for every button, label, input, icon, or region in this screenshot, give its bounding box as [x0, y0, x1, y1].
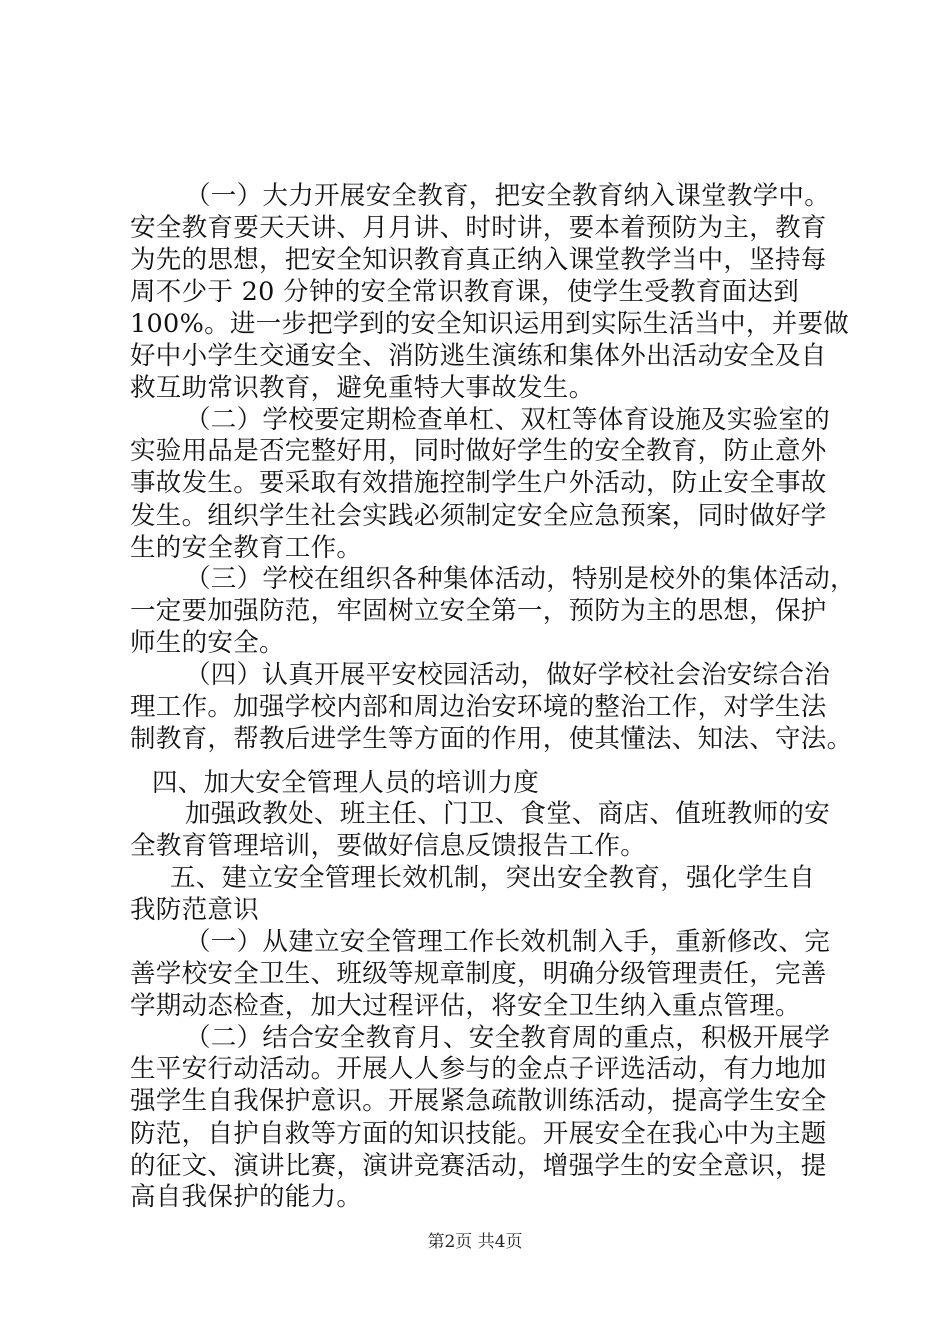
text-line: 四、加大安全管理人员的培训力度	[152, 768, 540, 798]
text-line: （四）认真开展平安校园活动，做好学校社会治安综合治	[185, 660, 831, 690]
text-line: 师生的安全。	[130, 628, 285, 658]
text-line: （二）结合安全教育月、安全教育周的重点，积极开展学	[185, 1023, 831, 1053]
text-line: 学期动态检查，加大过程评估，将安全卫生纳入重点管理。	[130, 991, 801, 1021]
text-line: （一）从建立安全管理工作长效机制入手，重新修改、完	[185, 927, 831, 957]
text-line: 防范，自护自救等方面的知识技能。开展安全在我心中为主题	[130, 1119, 827, 1149]
text-line: 周不少于 20 分钟的安全常识教育课，使学生受教育面达到	[130, 277, 800, 307]
text-line: 一定要加强防范，牢固树立安全第一，预防为主的思想，保护	[130, 596, 827, 626]
text-line: 好中小学生交通安全、消防逃生演练和集体外出活动安全及自	[130, 341, 827, 371]
text-line: 100%。进一步把学到的安全知识运用到实际生活当中，并要做	[130, 309, 850, 339]
text-line: 我防范意识	[130, 895, 260, 925]
text-line: 救互助常识教育，避免重特大事故发生。	[130, 373, 595, 403]
text-line: （三）学校在组织各种集体活动，特别是校外的集体活动，	[185, 564, 856, 594]
text-line: 高自我保护的能力。	[130, 1182, 363, 1212]
text-line: 加强政教处、班主任、门卫、食堂、商店、值班教师的安	[185, 799, 831, 829]
text-line: 为先的思想，把安全知识教育真正纳入课堂教学当中，坚持每	[130, 245, 827, 275]
text-line: 事故发生。要采取有效措施控制学生户外活动，防止安全事故	[130, 468, 827, 498]
text-line: 发生。组织学生社会实践必须制定安全应急预案，同时做好学	[130, 501, 827, 531]
text-line: 理工作。加强学校内部和周边治安环境的整治工作，对学生法	[130, 692, 827, 722]
text-line: 生平安行动活动。开展人人参与的金点子评选活动，有力地加	[130, 1054, 827, 1084]
text-line: （二）学校要定期检查单杠、双杠等体育设施及实验室的	[185, 405, 831, 435]
text-line: 安全教育要天天讲、月月讲、时时讲，要本着预防为主，教育	[130, 213, 827, 243]
text-line: 实验用品是否完整好用，同时做好学生的安全教育，防止意外	[130, 436, 827, 466]
text-line: （一）大力开展安全教育，把安全教育纳入课堂教学中。	[185, 181, 831, 211]
page-footer: 第2页 共4页	[427, 1232, 523, 1252]
text-line: 五、建立安全管理长效机制，突出安全教育，强化学生自	[170, 863, 816, 893]
text-line: 善学校安全卫生、班级等规章制度，明确分级管理责任，完善	[130, 959, 827, 989]
text-line: 全教育管理培训，要做好信息反馈报告工作。	[130, 831, 647, 861]
text-line: 制教育，帮教后进学生等方面的作用，使其懂法、知法、守法。	[130, 724, 853, 754]
text-line: 的征文、演讲比赛，演讲竞赛活动，增强学生的安全意识，提	[130, 1151, 827, 1181]
text-line: 生的安全教育工作。	[130, 533, 363, 563]
text-line: 强学生自我保护意识。开展紧急疏散训练活动，提高学生安全	[130, 1086, 827, 1116]
